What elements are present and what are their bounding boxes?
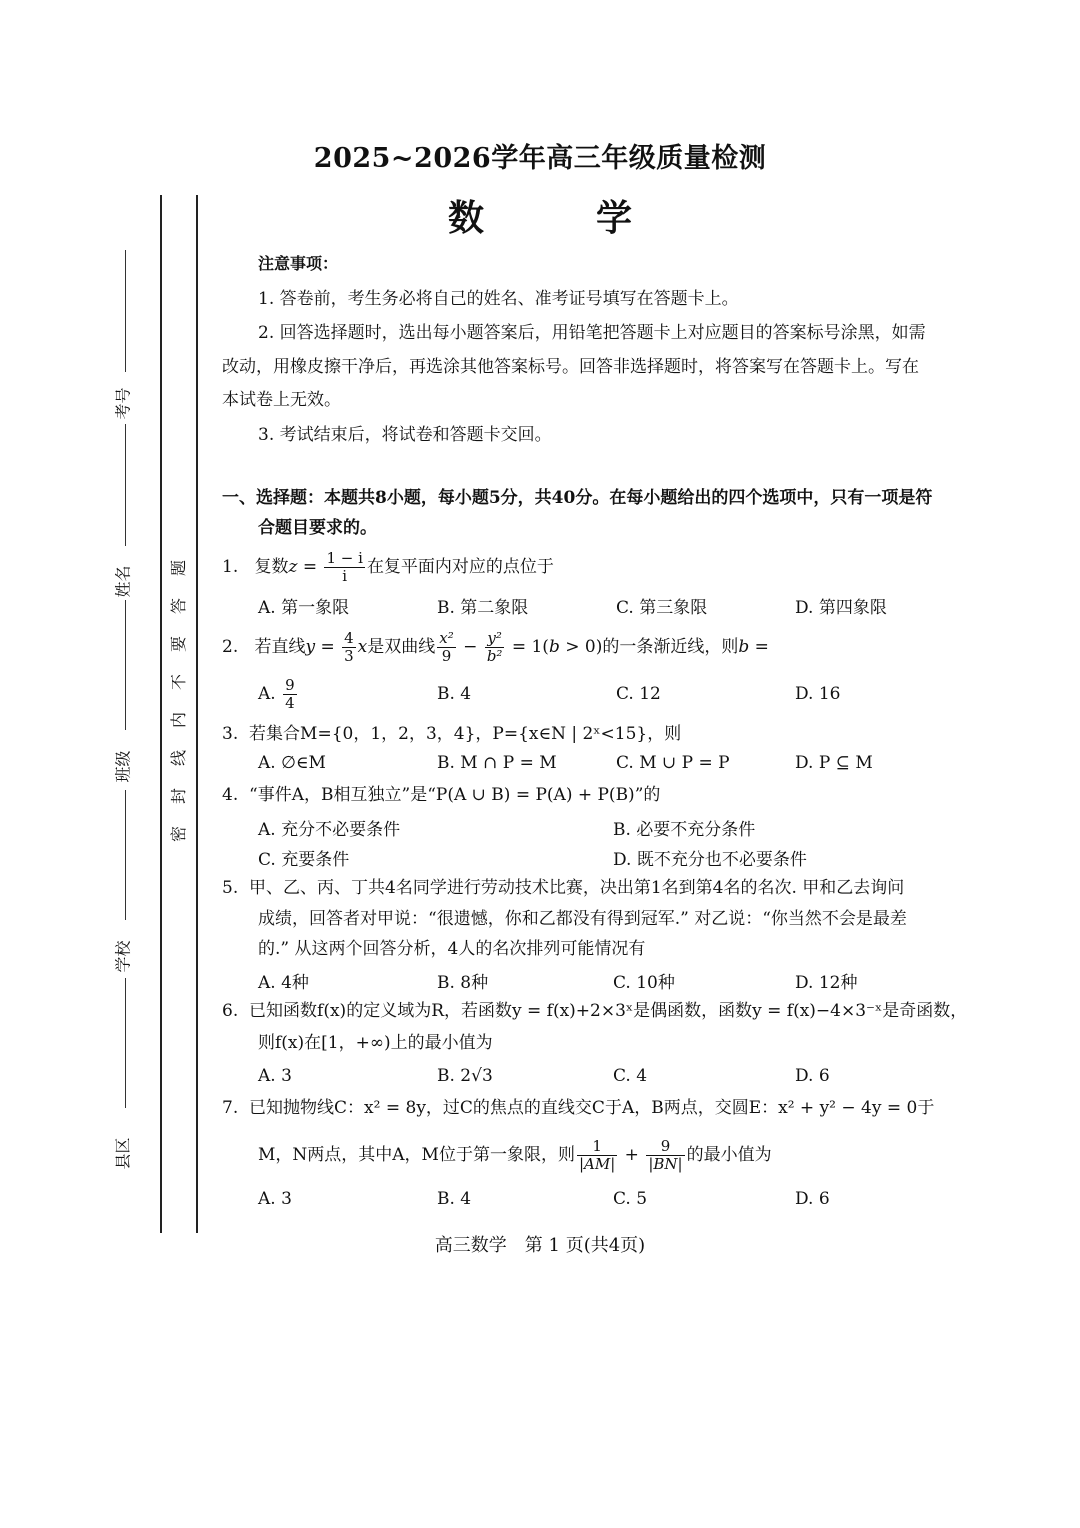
fill-line-banji [125,790,126,920]
q4-option-d: D. 既不充分也不必要条件 [613,850,807,870]
question-number: 5. [222,878,239,898]
stem-text: 若集合M={0，1，2，3，4}，P={x∈N | 2ˣ<15}，则 [249,724,682,744]
label-school: 学校 [113,940,133,973]
binding-line-right [196,195,198,1233]
question-7-stem-line-2 [258,1138,772,1173]
math-op: = [297,557,323,577]
seal-char: 密 [169,826,188,843]
q2-option-d: D. 16 [795,684,841,704]
math-var: b [738,637,750,657]
fraction-numerator: 1 [577,1138,617,1156]
stem-text: > 0)的一条渐近线，则 [559,637,739,657]
label-name: 姓名 [113,565,133,598]
section-1-heading-line-1: 一、选择题：本题共8小题，每小题5分，共40分。在每小题给出的四个选项中，只有一项是符 [222,488,933,508]
exam-title: 2025~2026学年高三年级质量检测 [313,143,767,174]
q5-option-a: A. 4种 [258,973,309,993]
notice-item-2-line-3: 本试卷上无效。 [222,390,341,410]
seal-char: 答 [169,598,188,615]
seal-char: 不 [169,674,188,691]
stem-text: 复数 [254,557,289,577]
subject-title: 数 学 [447,197,670,239]
fraction-denominator: 3 [344,647,354,665]
q1-option-a: A. 第一象限 [258,598,350,618]
q6-option-c: C. 4 [613,1066,648,1086]
question-1-stem [222,550,554,585]
question-3-stem [222,722,681,746]
label-exam-number: 考号 [113,387,133,420]
seal-char: 线 [169,750,188,767]
seal-char: 题 [169,560,188,577]
option-label: A. [258,684,276,704]
question-4-stem [222,783,660,807]
stem-text: M，N两点，其中A，M位于第一象限，则 [258,1145,575,1165]
label-class: 班级 [113,750,133,783]
question-5-stem-line-2: 成绩，回答者对甲说：“很遗憾，你和乙都没有得到冠军.” 对乙说：“你当然不会是最差 [258,909,907,929]
math-op: = [315,637,341,657]
fraction [577,1138,617,1173]
question-6-stem-line-2: 则f(x)在[1，+∞)上的最小值为 [258,1033,493,1053]
math-var: z [288,557,298,577]
notice-item-1: 1. 答卷前，考生务必将自己的姓名、准考证号填写在答题卡上。 [258,289,739,309]
math-op: + [619,1145,645,1165]
math-op: − [457,637,483,657]
question-number: 7. [222,1098,239,1118]
question-number: 4. [222,785,239,805]
q2-option-b: B. 4 [437,684,472,704]
fill-line-kaohao-bottom [125,424,126,546]
question-2-stem [222,630,769,665]
fraction [324,550,364,585]
q3-option-b: B. M ∩ P = M [437,753,557,773]
fill-line-kaohao-top [125,250,126,372]
question-5-stem-line-3: 的.” 从这两个回答分析，4人的名次排列可能情况有 [258,939,646,959]
math-op: = 1( [506,637,549,657]
q3-option-a: A. ∅∈M [258,753,326,773]
fraction-numerator: 9 [646,1138,684,1156]
stem-text: 的最小值为 [686,1145,772,1165]
q1-option-b: B. 第二象限 [437,598,529,618]
q5-option-b: B. 8种 [437,973,489,993]
seal-char: 内 [169,712,188,729]
question-6-stem-line-1 [222,999,967,1023]
label-district: 县区 [113,1137,133,1170]
question-7-stem-line-1 [222,1096,934,1120]
fraction-numerator: y² [485,630,505,648]
fraction-denominator: 9 [441,647,452,665]
q4-option-b: B. 必要不充分条件 [613,820,756,840]
question-number: 6. [222,1001,239,1021]
notice-item-3: 3. 考试结束后，将试卷和答题卡交回。 [258,425,552,445]
page-footer: 高三数学 第 1 页(共4页) [434,1235,646,1256]
fraction [283,677,297,712]
fraction-numerator: 1 − i [326,549,363,567]
q6-option-a: A. 3 [258,1066,292,1086]
math-var: b [548,637,560,657]
q4-option-a: A. 充分不必要条件 [258,820,401,840]
q7-option-a: A. 3 [258,1189,292,1209]
question-5-stem-line-1 [222,876,904,900]
q3-option-c: C. M ∪ P = P [616,753,730,773]
fraction-denominator: i [342,567,348,585]
notice-item-2-line-2: 改动，用橡皮擦干净后，再选涂其他答案标号。回答非选择题时，将答案写在答题卡上。写在 [222,357,919,377]
fraction-denominator: |AM| [578,1155,616,1173]
stem-text: 已知函数f(x)的定义域为R，若函数y = f(x)+2×3ˣ是偶函数，函数y = f(x)−4×3⁻ˣ是奇函数， [249,1001,968,1021]
stem-text: “事件A，B相互独立”是“P(A ∪ B) = P(A) + P(B)”的 [249,785,661,805]
fill-line-xingming [125,600,126,730]
q7-option-b: B. 4 [437,1189,472,1209]
question-number: 1. [222,557,239,577]
question-number: 3. [222,724,239,744]
section-1-heading-line-2: 合题目要求的。 [258,518,377,538]
math-var: x [357,637,368,657]
q6-option-b: B. 2√3 [437,1066,493,1086]
stem-text: 在复平面内对应的点位于 [366,557,554,577]
seal-char: 封 [169,788,188,805]
q3-option-d: D. P ⊆ M [795,753,873,773]
q5-option-c: C. 10种 [613,973,675,993]
fraction [485,630,505,665]
notice-heading: 注意事项： [258,254,339,273]
notice-item-2-line-1: 2. 回答选择题时，选出每小题答案后，用铅笔把答题卡上对应题目的答案标号涂黑，如需 [258,323,926,343]
fraction-denominator: |BN| [648,1155,683,1173]
seal-char: 要 [169,636,188,653]
fraction-denominator: 4 [285,694,295,712]
q2-option-c: C. 12 [616,684,661,704]
q6-option-d: D. 6 [795,1066,830,1086]
stem-text: 甲、乙、丙、丁共4名同学进行劳动技术比赛，决出第1名到第4名的名次. 甲和乙去询问 [249,878,905,898]
q7-option-d: D. 6 [795,1189,830,1209]
math-op: = [749,637,769,657]
q4-option-c: C. 充要条件 [258,850,350,870]
q1-option-c: C. 第三象限 [616,598,708,618]
q5-option-d: D. 12种 [795,973,858,993]
fraction-denominator: b² [486,647,503,665]
fraction-numerator: x² [439,629,454,647]
fraction [342,630,356,665]
fraction-numerator: 4 [344,629,354,647]
math-var: y [305,637,316,657]
binding-line-left [160,195,162,1233]
q7-option-c: C. 5 [613,1189,648,1209]
q2-option-a [258,677,299,712]
stem-text: 是双曲线 [367,637,436,657]
stem-text: 若直线 [254,637,306,657]
fraction [646,1138,684,1173]
q1-option-d: D. 第四象限 [795,598,887,618]
stem-text: 已知抛物线C：x² = 8y，过C的焦点的直线交C于A，B两点，交圆E：x² + y² − 4y = 0于 [249,1098,935,1118]
question-number: 2. [222,637,239,657]
fraction-numerator: 9 [285,676,295,694]
fill-line-xuexiao [125,978,126,1108]
fraction [437,630,455,665]
